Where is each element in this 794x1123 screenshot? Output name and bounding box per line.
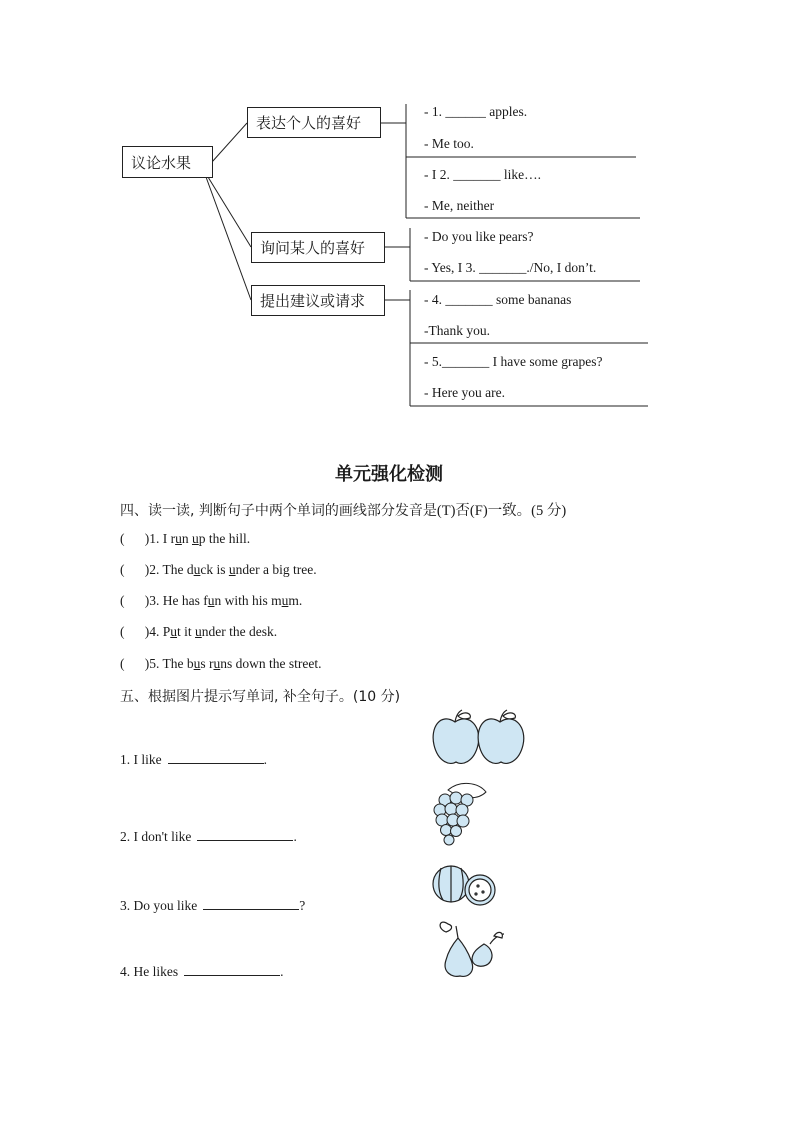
underlined-letter: u <box>228 562 236 577</box>
sentence-text: 5. The b <box>149 656 194 671</box>
sentence-text: nder the desk. <box>201 624 278 639</box>
page-heading: 单元强化检测 <box>335 464 443 485</box>
pears-icon <box>440 922 504 976</box>
grapes-icon <box>434 783 486 845</box>
mindmap-connectors <box>0 0 794 420</box>
watermelon-icon <box>433 866 495 905</box>
underlined-letter: u <box>192 531 199 546</box>
answer-paren[interactable]: ( ) <box>120 531 150 546</box>
section-5-title: 五、根据图片提示写单词, 补全句子。(10 分) <box>120 689 401 705</box>
underlined-letter: u <box>175 531 182 546</box>
apples-icon <box>433 710 524 763</box>
answer-paren[interactable]: ( ) <box>120 562 150 577</box>
fill-question: 2. I don't like . <box>120 829 297 844</box>
judge-item <box>120 562 317 578</box>
answer-blank[interactable] <box>203 897 299 910</box>
mindmap-branch-suggest: 提出建议或请求 <box>251 285 385 316</box>
dialogue-line: - Here you are. <box>424 385 505 400</box>
sentence-text: t it <box>177 624 196 639</box>
judge-item <box>120 593 302 609</box>
sentence-text: n with his m <box>214 593 282 608</box>
sentence-text: 2. The d <box>149 562 194 577</box>
dialogue-line: - Do you like pears? <box>424 229 534 244</box>
underlined-letter: u <box>207 593 215 608</box>
underlined-letter: u <box>170 624 178 639</box>
dialogue-line: - Yes, I 3. _______./No, I don’t. <box>424 260 597 275</box>
dialogue-line: - I 2. _______ like…. <box>424 167 541 182</box>
answer-blank[interactable] <box>197 828 293 841</box>
dialogue-line: - Me too. <box>424 136 474 151</box>
fill-question: 1. I like . <box>120 752 267 767</box>
underlined-letter: u <box>213 656 221 671</box>
dialogue-line: - Me, neither <box>424 198 495 213</box>
underlined-letter: u <box>193 562 201 577</box>
sentence-text: n <box>181 531 192 546</box>
judge-item <box>120 624 277 640</box>
sentence-text: nder a big tree. <box>235 562 317 577</box>
underlined-letter: u <box>281 593 289 608</box>
dialogue-line: - 1. ______ apples. <box>424 104 528 119</box>
fill-question: 3. Do you like ? <box>120 898 306 913</box>
underlined-letter: u <box>193 656 201 671</box>
sentence-text: m. <box>288 593 303 608</box>
sentence-text: 1. I r <box>149 531 176 546</box>
answer-blank[interactable] <box>184 963 280 976</box>
mindmap-root: 议论水果 <box>122 146 213 178</box>
answer-paren[interactable]: ( ) <box>120 624 150 639</box>
sentence-text: s r <box>200 656 214 671</box>
sentence-text: 4. P <box>149 624 171 639</box>
judge-item <box>120 656 321 672</box>
dialogue-line: - 5._______ I have some grapes? <box>424 354 603 369</box>
dialogue-line: - 4. _______ some bananas <box>424 292 572 307</box>
fill-question: 4. He likes . <box>120 964 284 979</box>
sentence-text: 3. He has f <box>149 593 208 608</box>
section-4-title: 四、读一读, 判断句子中两个单词的画线部分发音是(T)否(F)一致。(5 分) <box>120 503 567 519</box>
answer-paren[interactable]: ( ) <box>120 656 150 671</box>
mindmap-branch-express: 表达个人的喜好 <box>247 107 381 138</box>
sentence-text: ns down the street. <box>220 656 322 671</box>
sentence-text: ck is <box>200 562 229 577</box>
answer-blank[interactable] <box>168 751 264 764</box>
answer-paren[interactable]: ( ) <box>120 593 150 608</box>
dialogue-line: -Thank you. <box>424 323 490 338</box>
underlined-letter: u <box>195 624 202 639</box>
sentence-text: p the hill. <box>198 531 251 546</box>
mindmap-branch-ask: 询问某人的喜好 <box>251 232 385 263</box>
judge-item <box>120 531 250 547</box>
